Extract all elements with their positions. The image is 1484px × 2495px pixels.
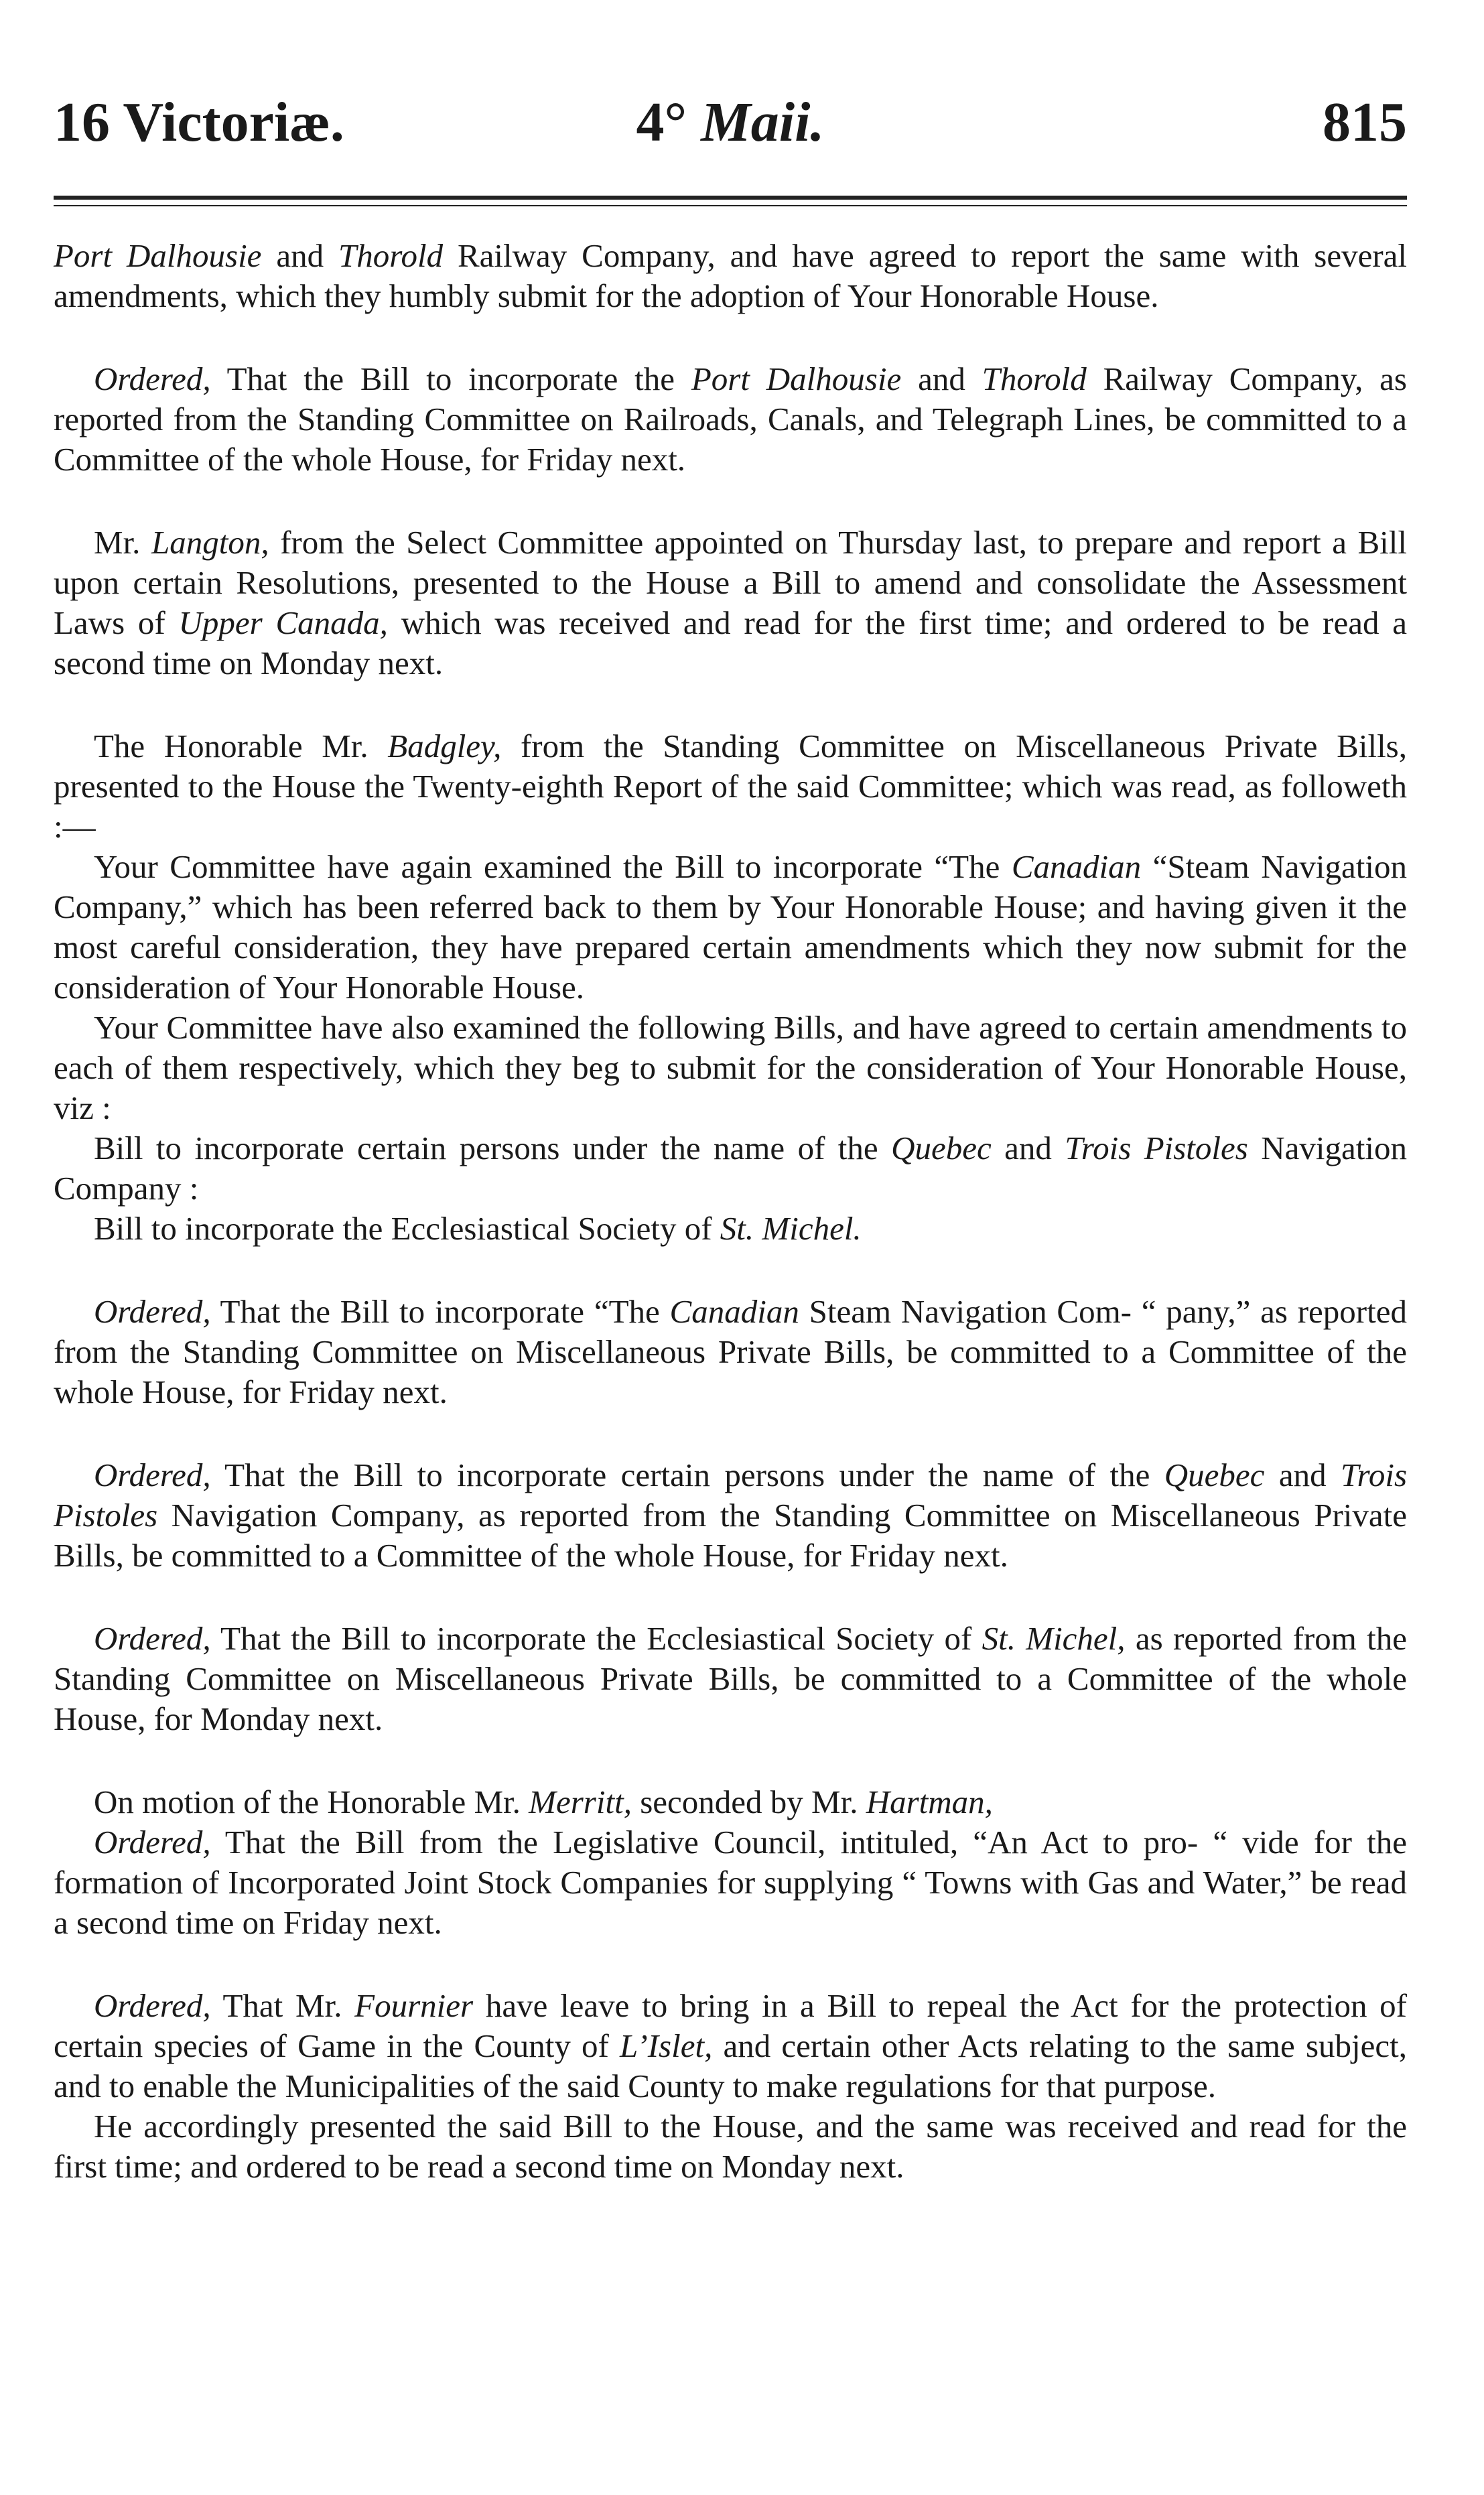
- text-run: Bill to incorporate certain persons under the name of the: [94, 1130, 892, 1166]
- paragraph-order-st-michel: [54, 1619, 1407, 1739]
- ordered-label: Ordered,: [94, 1620, 211, 1657]
- text-run: The Honorable Mr.: [94, 728, 388, 764]
- header-regnal-year: 16 Victoriæ.: [54, 91, 344, 153]
- text-run: Your Committee have again examined the Bill to incorporate “The: [94, 848, 1012, 885]
- paragraph-order-fournier: [54, 1986, 1407, 2106]
- header-rule-thick: [54, 196, 1407, 200]
- ordered-label: Ordered,: [94, 1987, 211, 2024]
- text-run: Steam Navigation Com- “ pany,” as reported from the Standing Committee on Miscellaneous Private Bills, be committed to a Committee of the whole House, for Friday next.: [54, 1293, 1407, 1410]
- italic-name: St. Michel,: [982, 1620, 1126, 1657]
- italic-name: Trois Pistoles: [1065, 1130, 1248, 1166]
- paragraph-order-canadian: [54, 1292, 1407, 1412]
- text-run: That the Bill to incorporate certain persons under the name of the: [210, 1457, 1164, 1493]
- text-run: Navigation Company :: [54, 1130, 1407, 1207]
- italic-name: St. Michel.: [720, 1210, 862, 1247]
- text-run: which was received and read for the first time; and ordered to be read a second time on Monday next.: [54, 604, 1407, 681]
- text-run: He accordingly presented the said Bill to the House, and the same was received and read for the first time; and ordered to be read a second time on Monday next.: [54, 2108, 1407, 2185]
- page-number: 815: [1323, 91, 1407, 153]
- italic-name: Port Dalhousie: [54, 237, 262, 274]
- text-run: and: [991, 1130, 1065, 1166]
- text-run: from the Select Committee appointed on Thursday last, to prepare and report a Bill upon certain Resolutions, presented to the House a Bill to amend and consolidate the Assessment Laws of: [54, 524, 1408, 641]
- ordered-label: Ordered,: [94, 1457, 211, 1493]
- paragraph-order-gas-water: [54, 1822, 1407, 1943]
- italic-name: Upper Canada,: [178, 604, 388, 641]
- paragraph-langton-bill: [54, 523, 1407, 683]
- italic-name: Canadian: [669, 1293, 799, 1330]
- text-run: and: [901, 360, 982, 397]
- paragraph-order-quebec: [54, 1455, 1407, 1576]
- text-run: and certain other Acts relating to the same subject, and to enable the Municipalities of the said County to make regulations for that purpose.: [54, 2027, 1407, 2104]
- ordered-label: Ordered,: [94, 1293, 211, 1330]
- paragraph-order-port-dalhousie: [54, 359, 1407, 480]
- paragraph-badgley-report: [54, 726, 1407, 847]
- italic-name: Trois Pistoles: [54, 1457, 1408, 1534]
- italic-name: Thorold: [338, 237, 444, 274]
- italic-name: Fournier: [354, 1987, 474, 2024]
- header-date-day: 4°: [636, 91, 687, 153]
- text-run: That Mr.: [210, 1987, 355, 2024]
- paragraph-committee-canadian: [54, 847, 1407, 1008]
- text-run: Your Committee have also examined the following Bills, and have agreed to certain amendments to each of them respectively, which they beg to submit for the consideration of Your Honorable House, viz :: [54, 1009, 1407, 1126]
- text-run: and: [1264, 1457, 1341, 1493]
- header-rule-thin: [54, 205, 1407, 206]
- list-item-quebec-bill: [54, 1128, 1407, 1209]
- text-run: That the Bill to incorporate the Ecclesiastical Society of: [210, 1620, 982, 1657]
- page-header: [54, 86, 1407, 159]
- text-run: On motion of the Honorable Mr.: [94, 1783, 529, 1820]
- text-run: as reported from the Standing Committee on Miscellaneous Private Bills, be committed to a Committee of the whole House, for Monday next.: [54, 1620, 1407, 1737]
- text-run: That the Bill to incorporate “The: [210, 1293, 670, 1330]
- paragraph-report-continuation: [54, 236, 1407, 316]
- italic-name: Badgley,: [387, 728, 502, 764]
- header-date: [54, 86, 1407, 159]
- document-page: [54, 0, 1407, 2495]
- paragraph-committee-following-bills: [54, 1008, 1407, 1128]
- text-run: Railway Company, and have agreed to report the same with several amendments, which they humbly submit for the adoption of Your Honorable House.: [54, 237, 1408, 314]
- paragraph-motion-merritt: [54, 1782, 1407, 1822]
- text-run: Railway Company, as reported from the Standing Committee on Railroads, Canals, and Telegraph Lines, be committed to a Committee of the whole House, for Friday next.: [54, 360, 1408, 478]
- text-run: have leave to bring in a Bill to repeal the Act for the protection of certain species of Game in the County of: [54, 1987, 1407, 2064]
- text-run: Mr.: [94, 524, 151, 561]
- italic-name: Port Dalhousie: [691, 360, 902, 397]
- italic-name: Quebec: [1164, 1457, 1265, 1493]
- italic-name: Langton,: [151, 524, 269, 561]
- text-run: seconded by Mr.: [631, 1783, 866, 1820]
- text-run: and: [261, 237, 338, 274]
- header-date-month: Maii.: [701, 91, 825, 153]
- paragraph-bill-presented: [54, 2106, 1407, 2187]
- text-run: “Steam Navigation Company,” which has been referred back to them by Your Honorable House; and having given it the most careful consideration, they have prepared certain amendments which they now submit for the consideration of Your Honorable House.: [54, 848, 1408, 1006]
- italic-name: Thorold: [982, 360, 1087, 397]
- list-item-st-michel-bill: [54, 1209, 1407, 1249]
- italic-name: Quebec: [891, 1130, 992, 1166]
- text-run: from the Standing Committee on Miscellaneous Private Bills, presented to the House the Twenty-eighth Report of the said Committee; which was read, as followeth :—: [54, 728, 1407, 845]
- text-run: Navigation Company, as reported from the Standing Committee on Miscellaneous Private Bills, be committed to a Committee of the whole House, for Friday next.: [54, 1497, 1407, 1574]
- italic-name: Canadian: [1011, 848, 1142, 885]
- italic-name: Merritt,: [529, 1783, 632, 1820]
- italic-name: L’Islet,: [619, 2027, 713, 2064]
- text-run: Bill to incorporate the Ecclesiastical Society of: [94, 1210, 720, 1247]
- text-run: That the Bill from the Legislative Council, intituled, “An Act to pro- “ vide for the formation of Incorporated Joint Stock Companies for supplying “ Towns with Gas and Water,” be read a second time on Friday next.: [54, 1824, 1407, 1941]
- italic-name: Hartman,: [866, 1783, 993, 1820]
- page-content: [54, 236, 1407, 2187]
- ordered-label: Ordered,: [94, 360, 211, 397]
- text-run: That the Bill to incorporate the: [210, 360, 691, 397]
- ordered-label: Ordered,: [94, 1824, 211, 1861]
